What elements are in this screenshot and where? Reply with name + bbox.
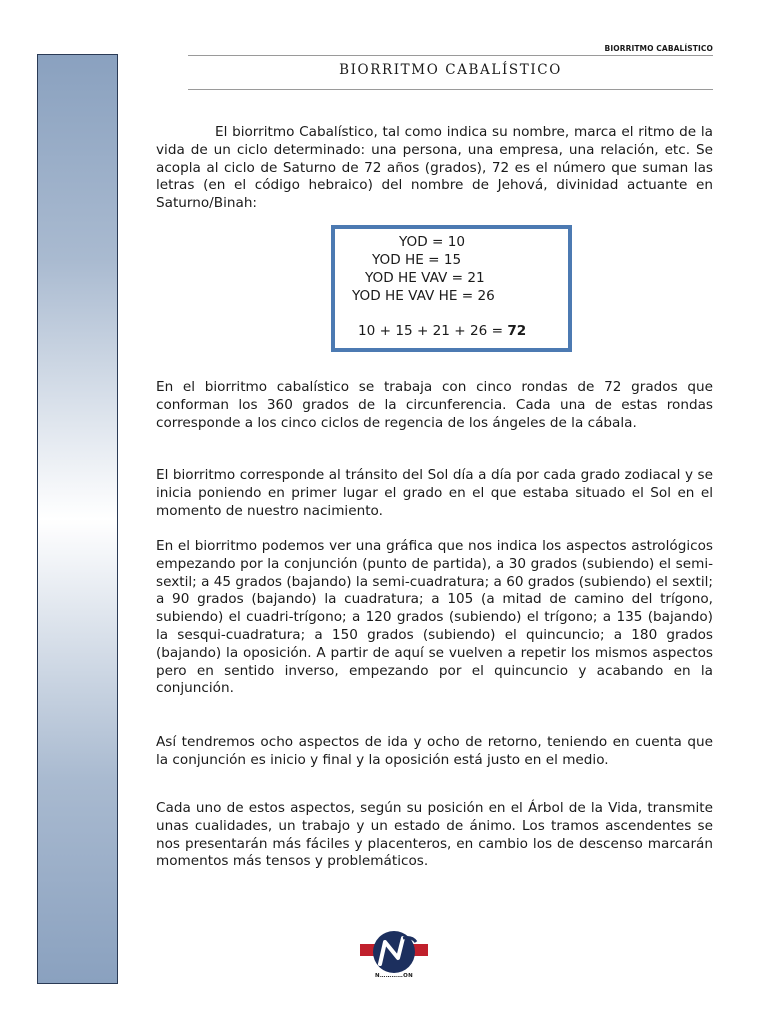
paragraph-arbol-vida: Cada uno de estos aspectos, según su posición en el Árbol de la Vida, transmite unas cualidades, un trabajo y un estado de ánimo. Los tramos ascendentes se nos presentarán más fáciles y placenteros, en cambio los de descenso marcarán momentos más tensos y problemáticos. [156,800,713,870]
paragraph-transito-sol: El biorritmo corresponde al tránsito del Sol día a día por cada grado zodiacal y se inicia poniendo en primer lugar el grado en el que estaba situado el Sol en el momento de nuestro nacimiento. [156,467,713,519]
paragraph-aspectos: En el biorritmo podemos ver una gráfica que nos indica los aspectos astrológicos empezando por la conjunción (punto de partida), a 30 grados (subiendo) el semi-sextil; a 45 grados (bajando) la semi-cuadratura; a 60 grados (subiendo) el sextil; a 90 grados (bajando) la cuadratura; a 105 (a mitad de camino del trígono, subiendo) el cuadri-trígono; a 120 grados (subiendo) el trígono; a 135 (bajando) la sesqui-cuadratura; a 150 grados (subiendo) el quincuncio; a 180 grados (bajando) la oposición. A partir de aquí se vuelven a repetir los mismos aspectos pero en sentido inverso, empezando por el quincuncio y acabando en la conjunción. [156,538,713,697]
formula-line-yod: YOD = 10 [399,234,466,250]
formula-box [331,225,572,352]
header-rule-bottom [188,89,713,90]
stylized-n-logo-icon [360,928,428,976]
formula-sum-prefix: 10 + 15 + 21 + 26 = [358,323,508,339]
formula-line-yod-he: YOD HE = 15 [372,252,462,268]
formula-sum-total: 72 [507,323,527,339]
page-title: BIORRITMO CABALÍSTICO [339,62,562,78]
logo-caption: N…………ON [375,973,413,979]
formula-line-yod-he-vav-he: YOD HE VAV HE = 26 [352,288,495,304]
running-head: BIORRITMO CABALÍSTICO [604,44,713,53]
header-rule-top [188,55,713,56]
paragraph-rondas: En el biorritmo cabalístico se trabaja con cinco rondas de 72 grados que conforman los 360 grados de la circunferencia. Cada una de estas rondas corresponde a los cinco ciclos de regencia de los ángeles de la cábala. [156,379,713,431]
formula-line-yod-he-vav: YOD HE VAV = 21 [365,270,485,286]
decorative-side-bar [37,54,118,984]
formula-sum [358,323,526,339]
publisher-logo [360,928,428,976]
paragraph-intro: El biorritmo Cabalístico, tal como indica su nombre, marca el ritmo de la vida de un ciclo determinado: una persona, una empresa, una relación, etc. Se acopla al ciclo de Saturno de 72 años (grados), 72 es el número que suman las letras (en el código hebraico) del nombre de Jehová, divinidad actuante en Saturno/Binah: [156,124,713,212]
paragraph-ida-retorno: Así tendremos ocho aspectos de ida y ocho de retorno, teniendo en cuenta que la conjunción es inicio y final y la oposición está justo en el medio. [156,734,713,768]
